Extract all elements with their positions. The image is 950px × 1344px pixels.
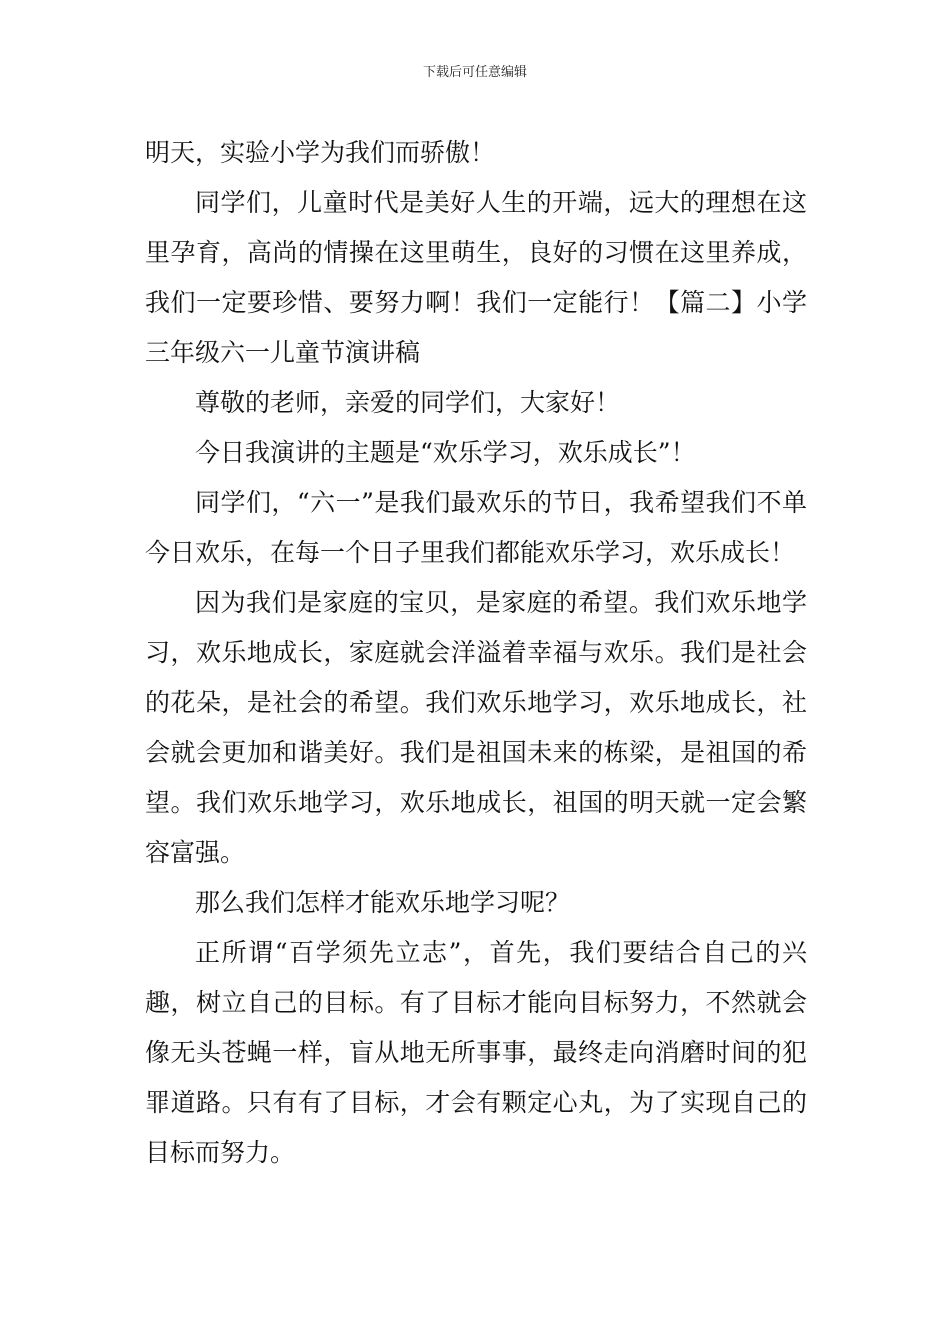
paragraph-5: 同学们，“六一”是我们最欢乐的节日，我希望我们不单今日欢乐，在每一个日子里我们都能欢乐学习，欢乐成长！ bbox=[145, 488, 807, 567]
paragraph-8: 正所谓“百学须先立志”，首先，我们要结合自己的兴趣，树立自己的目标。有了目标才能向目标努力，不然就会像无头苍蝇一样，盲从地无所事事，最终走向消磨时间的犯罪道路。只有有了目标，才会有颗定心丸，为了实现自己的目标而努力。 bbox=[145, 938, 807, 1167]
paragraph-7: 那么我们怎样才能欢乐地学习呢？ bbox=[195, 888, 571, 917]
paragraph-2: 同学们，儿童时代是美好人生的开端，远大的理想在这里孕育，高尚的情操在这里萌生，良好的习惯在这里养成，我们一定要珍惜、要努力啊！我们一定能行！【篇二】小学三年级六一儿童节演讲稿 bbox=[145, 188, 807, 367]
paragraph-6: 因为我们是家庭的宝贝，是家庭的希望。我们欢乐地学习，欢乐地成长，家庭就会洋溢着幸福与欢乐。我们是社会的花朵，是社会的希望。我们欢乐地学习，欢乐地成长，社会就会更加和谐美好。我们是祖国未来的栋梁，是祖国的希望。我们欢乐地学习，欢乐地成长，祖国的明天就一定会繁容富强。 bbox=[145, 588, 807, 867]
page-header: 下载后可任意编辑 bbox=[422, 65, 527, 80]
paragraph-1: 明天，实验小学为我们而骄傲！ bbox=[145, 138, 496, 167]
paragraph-3: 尊敬的老师，亲爱的同学们，大家好！ bbox=[195, 388, 621, 417]
document-body bbox=[145, 128, 807, 1178]
paragraph-4: 今日我演讲的主题是“欢乐学习，欢乐成长”！ bbox=[195, 438, 696, 467]
